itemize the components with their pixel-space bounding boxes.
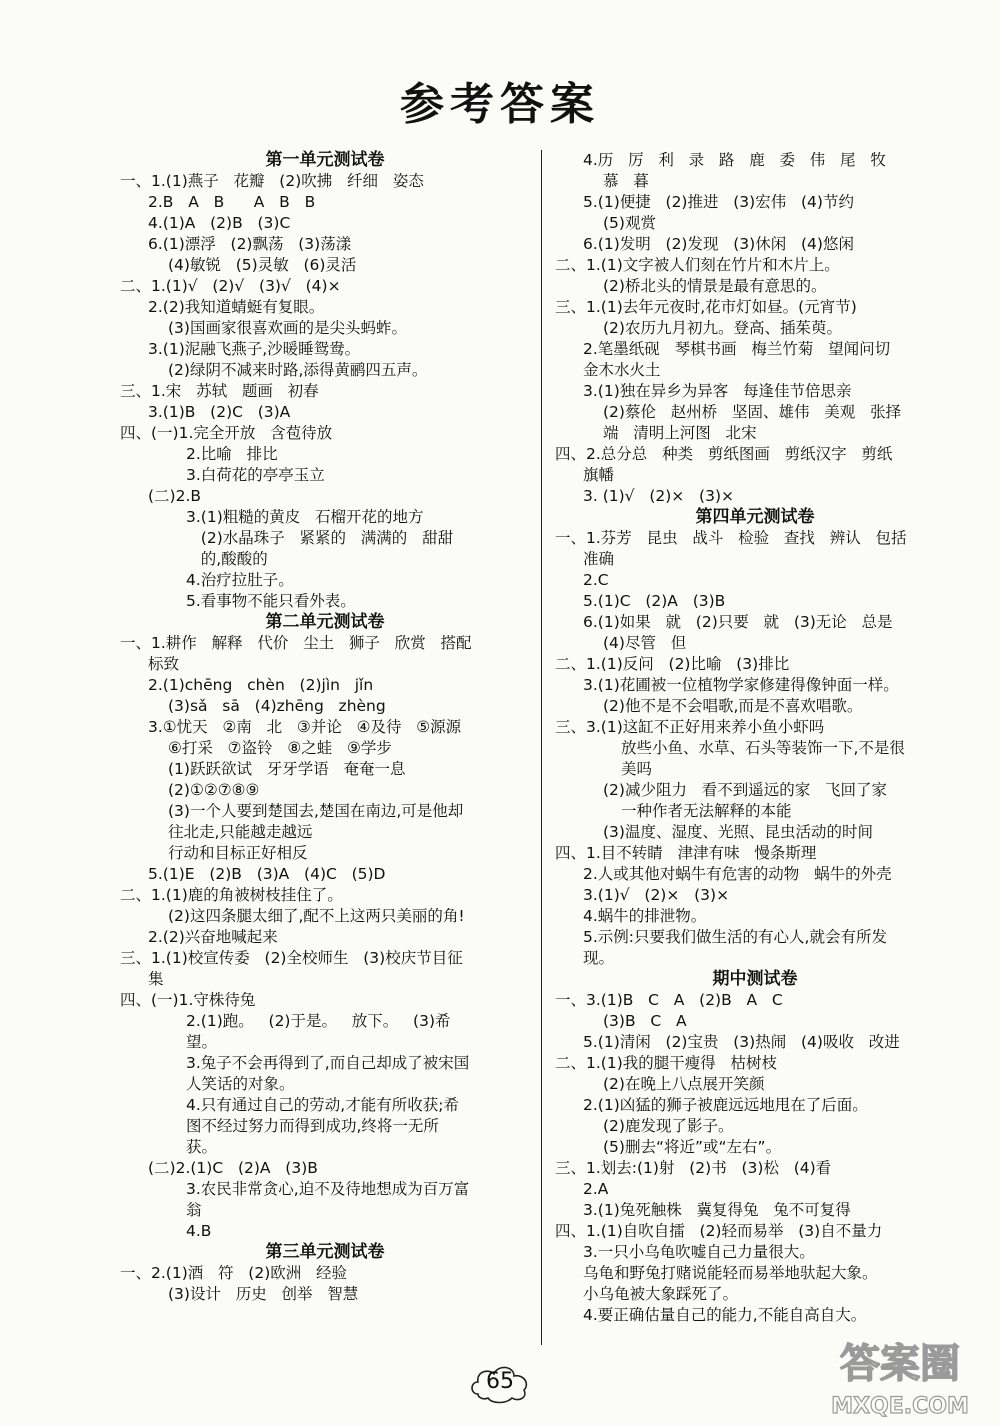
answer-line: 小乌龟被大象踩死了。 [583,1285,739,1303]
answer-line: 3.(1)兔死触株 冀复得兔 兔不可复得 [583,1201,851,1219]
answer-line: (2)农历九月初九。登高、插茱萸。 [603,319,842,337]
answer-line: 二、1.(1)√ (2)√ (3)√ (4)× [120,277,341,295]
answer-line: (3)B C A [603,1012,687,1030]
answer-line: 四、1.目不转睛 津津有味 慢条斯理 [555,844,817,862]
answer-line: (4)尽管 但 [603,634,687,652]
answer-line: (二)2.B [148,487,202,505]
answer-line: (2)这四条腿太细了,配不上这两只美丽的角! [168,907,465,925]
answer-line: 2.(1)凶猛的狮子被鹿远远地甩在了后面。 [583,1096,868,1114]
answer-line: 三、1.划去:(1)射 (2)书 (3)松 (4)看 [555,1159,832,1177]
answer-line: 4.蜗牛的排泄物。 [583,907,707,925]
answer-line: 集 [148,970,164,988]
answer-line: 3.兔子不会再得到了,而自己却成了被宋国 [186,1054,470,1072]
answer-line: 标致 [148,655,180,673]
answer-line: 四、(一)1.守株待兔 [120,991,256,1009]
answer-line: 3.农民非常贪心,迫不及待地想成为百万富 [186,1180,470,1198]
answer-line: 三、1.(1)去年元夜时,花市灯如昼。(元宵节) [555,298,857,316]
answer-line: 二、1.(1)我的腿干瘦得 枯树枝 [555,1054,778,1072]
answer-line: 4.B [186,1222,212,1240]
answer-line: (2)绿阴不减来时路,添得黄鹂四五声。 [168,361,428,379]
answer-line: (2)蔡伦 赵州桥 坚固、雄伟 美观 张择 [603,403,902,421]
answer-line: 6.(1)如果 就 (2)只要 就 (3)无论 总是 [583,613,893,631]
right-column [555,150,955,1326]
watermark-logo [800,1325,1000,1425]
answer-line: 2.(1)chēng chèn (2)jìn jǐn [148,676,374,694]
answer-line: 一种作者无法解释的本能 [621,802,792,820]
answer-line: 二、1.(1)反问 (2)比喻 (3)排比 [555,655,790,673]
answer-line: 一、1.耕作 解释 代价 尘土 狮子 欣赏 搭配 [120,634,472,652]
answer-line: (1)跃跃欲试 牙牙学语 奄奄一息 [168,760,406,778]
answer-line: 5.(1)清闲 (2)宝贵 (3)热闹 (4)吸收 改进 [583,1033,900,1051]
answer-line: 一、1.芬芳 昆虫 战斗 检验 查找 辨认 包括 [555,529,907,547]
answer-line: 慕 暮 [603,172,649,190]
answer-line: 三、1.宋 苏轼 题画 初春 [120,382,319,400]
answer-line: (3)温度、湿度、光照、昆虫活动的时间 [603,823,873,841]
page-title: 参考答案 [400,79,600,130]
answer-line: 5.(1)C (2)A (3)B [583,592,726,610]
answer-line: 4.(1)A (2)B (3)C [148,214,291,232]
answer-line: 三、1.(1)校宣传委 (2)全校师生 (3)校庆节目征 [120,949,463,967]
answer-line: 3.一只小乌龟吹嘘自己力量很大。 [583,1243,815,1261]
section-title: 第四单元测试卷 [695,507,815,527]
answer-line: 4.治疗拉肚子。 [186,571,294,589]
answer-line: 3.(1)花圃被一位植物学家修建得像钟面一样。 [583,676,899,694]
answer-line: 二、1.(1)文字被人们刻在竹片和木片上。 [555,256,840,274]
answer-line: 美吗 [621,760,653,778]
answer-line: 乌龟和野兔打赌说能轻而易举地驮起大象。 [583,1264,878,1282]
answer-line: 3.(1)粗糙的黄皮 石榴开花的地方 [186,508,424,526]
answer-line: (2)在晚上八点展开笑颜 [603,1075,765,1093]
answer-line: 旗幡 [583,466,615,484]
answer-line: (3)一个人要到楚国去,楚国在南边,可是他却 [168,802,464,820]
answer-line: 2.笔墨纸砚 琴棋书画 梅兰竹菊 望闻问切 [583,340,891,358]
section-title: 第三单元测试卷 [265,1242,385,1262]
section-title: 第一单元测试卷 [265,150,385,170]
answer-line: 2.(1)跑。 (2)于是。 放下。 (3)希 [186,1012,451,1030]
answer-line: (2)桥北头的情景是最有意思的。 [603,277,827,295]
answer-line: (2)减少阻力 看不到遥远的家 飞回了家 [603,781,888,799]
answer-line: 4.只有通过自己的劳动,才能有所收获;希 [186,1096,459,1114]
answer-line: 获。 [186,1138,218,1156]
answer-line: 现。 [583,949,615,967]
answer-line: 6.(1)发明 (2)发现 (3)休闲 (4)悠闲 [583,235,854,253]
answer-line: 的,酸酸的 [186,550,268,568]
answer-line: ⑥打采 ⑦盗铃 ⑧之蛙 ⑨学步 [168,739,392,757]
answer-line: (4)敏锐 (5)灵敏 (6)灵活 [168,256,357,274]
answer-line: 2.C [583,571,609,589]
watermark-text: 答案圈 [840,1341,960,1387]
answer-line: 放些小鱼、水草、石头等装饰一下,不是很 [621,739,905,757]
answer-line: (3)国画家很喜欢画的是尖头蚂蚱。 [168,319,407,337]
answer-line: 行动和目标正好相反 [168,844,308,862]
answer-line: 端 清明上河图 北宋 [603,424,757,442]
answer-line: 往北走,只能越走越远 [168,823,313,841]
answer-line: 6.(1)漂浮 (2)飘荡 (3)荡漾 [148,235,352,253]
answer-line: 5.示例:只要我们做生活的有心人,就会有所发 [583,928,887,946]
answer-line: 2.比喻 排比 [186,445,278,463]
answer-line: 四、1.(1)自吹自擂 (2)轻而易举 (3)自不量力 [555,1222,883,1240]
left-column [120,150,530,1305]
answer-line: 图不经过努力而得到成功,终将一无所 [186,1117,439,1135]
answer-line: 2.A [583,1180,609,1198]
answer-line: 5.(1)便捷 (2)推进 (3)宏伟 (4)节约 [583,193,854,211]
answer-line: 3. (1)√ (2)× (3)× [583,487,734,505]
answer-line: 翁 [186,1201,202,1219]
answer-line: (2)①②⑦⑧⑨ [168,781,260,799]
answer-line: 4.要正确估量自己的能力,不能自高自大。 [583,1306,867,1324]
answer-line: (2)他不是不会唱歌,而是不喜欢唱歌。 [603,697,863,715]
answer-line: 2.(2)兴奋地喊起来 [148,928,278,946]
answer-line: 3.白荷花的亭亭玉立 [186,466,325,484]
answer-line: 4.历 厉 利 录 路 鹿 委 伟 尾 牧 [583,151,886,169]
answer-line: 3.①忧天 ②南 北 ③并论 ④及待 ⑤源源 [148,718,462,736]
answer-line: 5.看事物不能只看外表。 [186,592,356,610]
answer-line: 3.(1)独在异乡为异客 每逢佳节倍思亲 [583,382,852,400]
answer-line: 一、2.(1)酒 符 (2)欧洲 经验 [120,1264,348,1282]
answer-line: (5)观赏 [603,214,656,232]
answer-line: (5)删去“将近”或“左右”。 [603,1138,782,1156]
answer-line: (3)设计 历史 创举 智慧 [168,1285,359,1303]
answer-line: 5.(1)E (2)B (3)A (4)C (5)D [148,865,386,883]
answer-line: 3.(1)√ (2)× (3)× [583,886,730,904]
answer-line: (2)鹿发现了影子。 [603,1117,734,1135]
section-title: 期中测试卷 [712,969,798,989]
watermark-url: MXQE.COM [831,1394,969,1419]
answer-line: 2.B A B A B B [148,193,316,211]
answer-line: 2.人或其他对蜗牛有危害的动物 蜗牛的外壳 [583,865,892,883]
answer-line: (3)sǎ sā (4)zhēng zhèng [168,697,386,715]
column-divider [541,150,542,1345]
page-number: 65 [468,1360,532,1404]
answer-line: 三、3.(1)这缸不正好用来养小鱼小虾吗 [555,718,825,736]
answer-line: 2.(2)我知道蜻蜓有复眼。 [148,298,325,316]
answer-line: 金木水火土 [583,361,661,379]
answer-line: 3.(1)B (2)C (3)A [148,403,291,421]
answer-line: 望。 [186,1033,218,1051]
answer-line: 3.(1)泥融飞燕子,沙暖睡鸳鸯。 [148,340,361,358]
section-title: 第二单元测试卷 [265,612,385,632]
answer-line: (二)2.(1)C (2)A (3)B [148,1159,318,1177]
answer-line: 四、(一)1.完全开放 含苞待放 [120,424,333,442]
answer-line: 人笑话的对象。 [186,1075,295,1093]
answer-line: 准确 [583,550,615,568]
answer-line: 一、1.(1)燕子 花瓣 (2)吹拂 纤细 姿态 [120,172,424,190]
answer-line: 一、3.(1)B C A (2)B A C [555,991,783,1009]
answer-line: 二、1.(1)鹿的角被树枝挂住了。 [120,886,343,904]
answer-line: 四、2.总分总 种类 剪纸图画 剪纸汉字 剪纸 [555,445,893,463]
answer-line: (2)水晶珠子 紧紧的 满满的 甜甜 [186,529,454,547]
